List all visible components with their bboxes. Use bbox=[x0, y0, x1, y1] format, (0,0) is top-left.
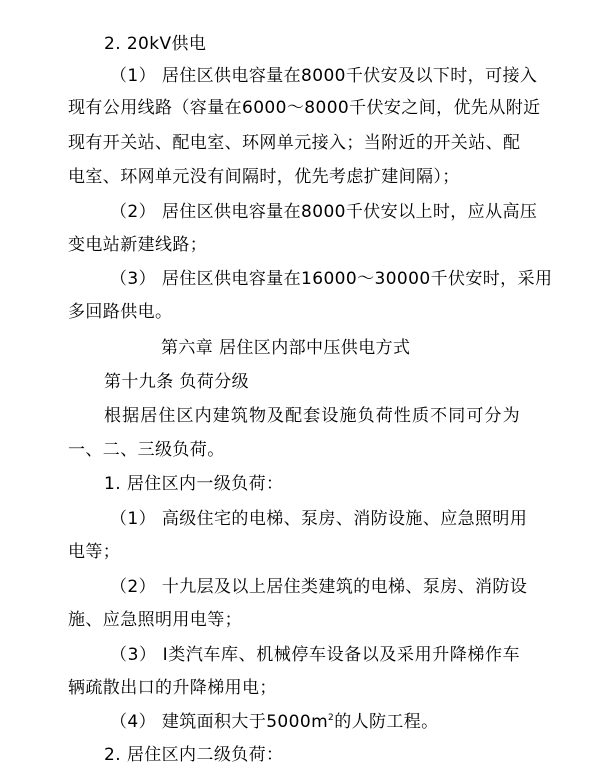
chapter-heading: 第六章 居住区内部中压供电方式 bbox=[161, 338, 411, 358]
paragraph-line: 多回路供电。 bbox=[68, 302, 173, 322]
subsection-heading: 1. 居住区内一级负荷： bbox=[104, 474, 284, 494]
paragraph-line: 辆疏散出口的升降梯用电； bbox=[68, 678, 277, 698]
paragraph-line: （3） 居住区供电容量在16000～30000千伏安时，采用 bbox=[110, 269, 553, 289]
paragraph-line: 施、应急照明用电等； bbox=[68, 610, 242, 630]
paragraph-line: 根据居住区内建筑物及配套设施负荷性质不同可分为 bbox=[104, 406, 520, 426]
paragraph-line: （3） Ⅰ类汽车库、机械停车设备以及采用升降梯作车 bbox=[110, 645, 520, 665]
paragraph-line: 电等； bbox=[68, 542, 121, 562]
subsection-heading: 2. 居住区内二级负荷： bbox=[104, 745, 284, 765]
paragraph-line: 现有公用线路（容量在6000～8000千伏安之间，优先从附近 bbox=[68, 98, 541, 118]
area-text-end: 的人防工程。 bbox=[334, 712, 439, 732]
paragraph-line: （1） 居住区供电容量在8000千伏安及以下时，可接入 bbox=[110, 66, 538, 86]
superscript-2: 2 bbox=[328, 713, 335, 723]
paragraph-line: 现有开关站、配电室、环网单元接入；当附近的开关站、配 bbox=[68, 133, 521, 153]
paragraph-line: （2） 居住区供电容量在8000千伏安以上时，应从高压 bbox=[110, 202, 538, 222]
paragraph-line: （1） 高级住宅的电梯、泵房、消防设施、应急照明用 bbox=[110, 509, 528, 529]
paragraph-line: 一、二、三级负荷。 bbox=[68, 440, 225, 460]
paragraph-line: 变电站新建线路； bbox=[68, 235, 208, 255]
area-text: （4） 建筑面积大于5000m bbox=[110, 712, 329, 732]
article-heading: 第十九条 负荷分级 bbox=[104, 372, 250, 392]
section-heading-20kv: 2. 20kV供电 bbox=[104, 34, 207, 54]
paragraph-line-area bbox=[110, 710, 439, 734]
paragraph-line: （2） 十九层及以上居住类建筑的电梯、泵房、消防设 bbox=[110, 577, 528, 597]
paragraph-line: 电室、环网单元没有间隔时，优先考虑扩建间隔）； bbox=[68, 167, 460, 187]
